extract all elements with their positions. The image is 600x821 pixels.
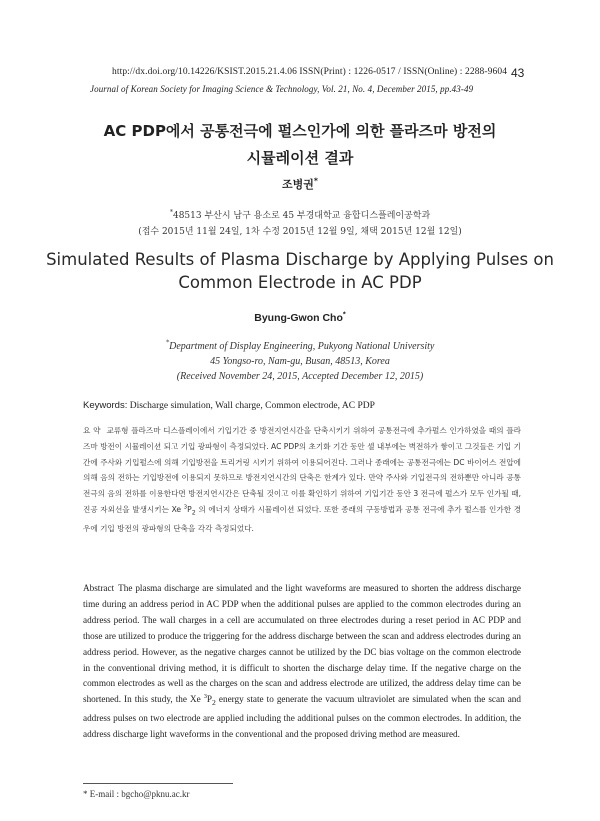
korean-abstract [83,423,521,537]
footnote-rule [83,783,233,784]
keywords [83,400,375,411]
english-abstract-state: P [206,694,213,705]
english-abstract [83,581,521,743]
english-affiliation-line1 [0,338,600,352]
english-abstract-label: Abstract [83,583,115,593]
english-affiliation-mark: * [165,338,170,347]
korean-abstract-state: P [187,504,192,514]
korean-abstract-text-1: 교류형 플라즈마 디스플레이에서 기입기간 중 방전지연시간을 단축시키기 위하여 공통전극에 추가펄스 인가하였을 때의 플라즈마 방전이 시뮬레이션 되고 기입 광파형이 측정되었다. AC PDP의 초기화 기간 동안 셀 내부에는 벽전하가 쌓이고 그것들은 기입 기간에 주사와 기입펄스에 의해 기입방전을 트리거링 시키기 위하여 이용되어진다. 그러나 종래에는 공통전극에는 DC 바이어스 전압에 의해 음의 전하는 기입방전에 이용되지 못하므로 방전지연시간의 단축은 한계가 있다. 만약 주사와 기입전극의 전하뿐만 아니라 공통전극의 음의 전하를 이용한다면 방전지연시간은 단축될 것이고 이를 확인하기 위하여 기입기간 동안 3 전극에 펄스가 모두 인가될 때, 진공 자외선을 발생시키는 Xe [83,426,522,514]
english-abstract-text-2: energy state to generate the vacuum ultraviolet are simulated when the scan and address pulses on two electrode are applied including the additional pulses on the common electrodes. In addition, the address discharge light waveforms in the conventional and the proposed driving method are measured. [83,694,521,739]
korean-affiliation [0,208,600,221]
english-abstract-sup: 3 [203,693,207,701]
korean-title-line2: 시뮬레이션 결과 [246,149,354,167]
korean-title-line1: AC PDP에서 공통전극에 펄스인가에 의한 플라즈마 방전의 [103,122,497,140]
english-received-dates: (Received November 24, 2015, Accepted December 12, 2015) [176,371,424,382]
korean-abstract-sup: 3 [183,504,188,511]
english-author-mark: * [342,309,346,319]
journal-citation: Journal of Korean Society for Imaging Science & Technology, Vol. 21, No. 4, December 2015, pp.43-49 [90,84,474,94]
korean-abstract-text-2: 의 에너지 상태가 시뮬레이션 되었다. 또한 종래의 구동방법과 공통 전극에 추가 펄스를 인가한 경우에 기입 방전의 광파형의 단축을 각각 측정되었다. [83,504,521,534]
korean-author [0,176,600,192]
english-affiliation-text: Department of Display Engineering, Pukyong National University [169,341,435,352]
keywords-label: Keywords: [83,400,128,411]
korean-received-dates: (접수 2015년 11월 24일, 1차 수정 2015년 12월 9일, 채택 2015년 12월 12일) [138,227,462,237]
page-number: 43 [511,66,525,80]
korean-abstract-sub: 2 [191,509,196,517]
english-title-line2: Common Electrode in AC PDP [178,273,422,292]
english-affiliation-line2: 45 Yongso-ro, Nam-gu, Busan, 48513, Korea [210,356,390,367]
footnote-email: * E-mail : bgcho@pknu.ac.kr [83,789,190,799]
keywords-text: Discharge simulation, Wall charge, Common electrode, AC PDP [129,401,375,411]
korean-abstract-label: 요 약 [83,426,101,435]
english-title-line1: Simulated Results of Plasma Discharge by Applying Pulses on [46,250,554,269]
korean-affiliation-mark: * [169,209,173,216]
doi-issn-line: http://dx.doi.org/10.14226/KSIST.2015.21.4.06 ISSN(Print) : 1226-0517 / ISSN(Online) : 2288-9604 [112,67,508,77]
english-abstract-sub: 2 [212,698,216,708]
english-author-name: Byung-Gwon Cho [254,312,343,324]
korean-author-name: 조병권 [282,178,314,191]
korean-author-mark: * [313,176,318,186]
english-abstract-text-1: The plasma discharge are simulated and the light waveforms are measured to shorten the address discharge time during an address period in AC PDP when the additional pulses are applied to the common electrodes during an address period. The wall charges in a cell are accumulated on three electrodes during a reset period in AC PDP and those are utilized to produce the triggering for the address discharge between the scan and address electrodes during an address period. However, as the negative charges cannot be utilized by the DC bias voltage on the common electrode in the conventional driving method, it is difficult to shorten the discharge delay time. If the negative charge on the common electrodes as well as the charges on the scan and address electrode are utilized, the address delay time can be shortened. In this study, the Xe [83,583,521,705]
english-author [0,309,600,324]
korean-affiliation-text: 48513 부산시 남구 용소로 45 부경대학교 융합디스플레이공학과 [172,211,431,221]
